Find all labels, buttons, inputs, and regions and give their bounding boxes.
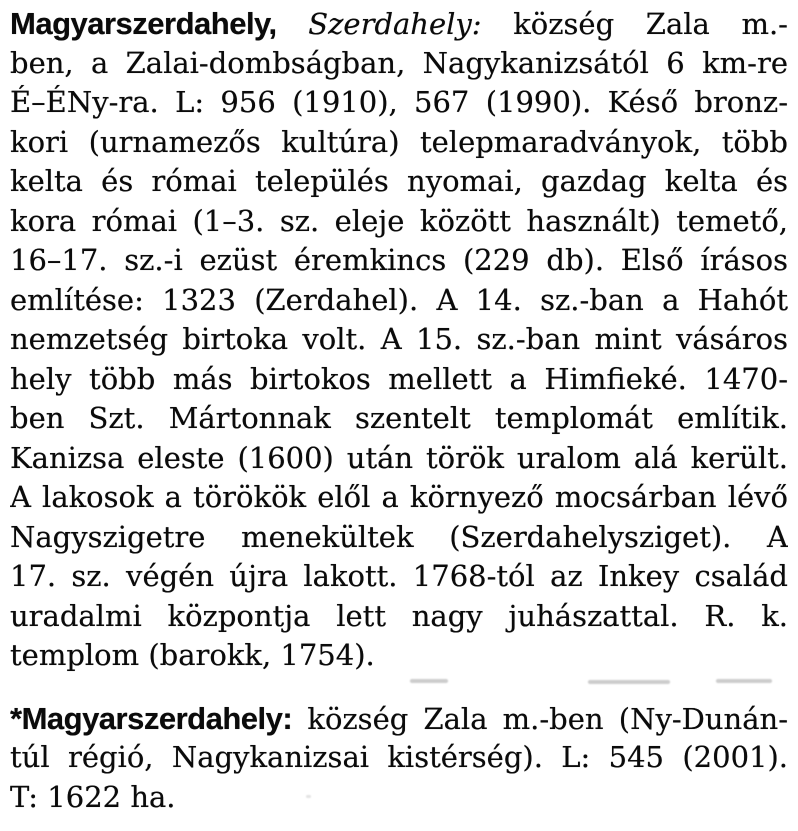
entry2-body-line: túl régió, Nagykanizsai kistérség). L: 545 (2001). (10, 740, 788, 774)
entry-magyarszerdahely (10, 4, 788, 676)
entry2-first-line (10, 699, 788, 739)
entry1-body-lines (10, 44, 788, 637)
entry1-body-line: hely több más birtokos mellett a Himfieké. 1470- (10, 361, 788, 396)
text-block (10, 4, 788, 817)
entry1-body-line: ben Szt. Mártonnak szentelt templomát említik. (10, 401, 788, 435)
scan-artifact-dash (716, 679, 772, 683)
entry1-body-line: említése: 1323 (Zerdahel). A 14. sz.-ban a Hahót (10, 282, 788, 317)
entry2-last-line: T: 1622 ha. (10, 779, 176, 814)
entry2-first-line-text: község Zala m.-ben (Ny-Dunán- (307, 701, 788, 736)
entry1-body-line: É–ÉNy-ra. L: 956 (1910), 567 (1990). Késő bronz- (10, 85, 788, 119)
entry1-body-line: nemzetség birtoka volt. A 15. sz.-ban mint vásáros (10, 322, 788, 356)
entry1-body-line: kori (urnamezős kultúra) telepmaradványok, több (10, 124, 788, 159)
entry1-first-line-text: község Zala m.- (513, 7, 788, 41)
entry1-first-line (10, 4, 788, 44)
scan-artifact-speck (306, 795, 311, 798)
entry2-body-lines (10, 738, 788, 778)
entry1-last-line: templom (barokk, 1754). (10, 638, 375, 672)
entry1-body-line: ben, a Zalai-dombságban, Nagykanizsától 6 km-re (10, 45, 788, 80)
entry1-body-line: 16–17. sz.-i ezüst éremkincs (229 db). Első írásos (10, 243, 788, 277)
scan-artifact-dash (588, 680, 670, 684)
entry1-body-line: uradalmi központja lett nagy juhászattal. R. k. (10, 598, 788, 633)
entry1-body-line: Kanizsa eleste (1600) után török uralom alá került. (10, 440, 788, 475)
entry1-body-line: 17. sz. végén újra lakott. 1768-tól az Inkey család (10, 559, 788, 593)
entry1-headword-variant: Szerdahely: (308, 7, 482, 41)
entry1-body-line: kelta és római település nyomai, gazdag kelta és (10, 164, 788, 198)
entry1-body-line: Nagyszigetre menekültek (Szerdahelysziget). A (10, 519, 788, 554)
entry2-headword: *Magyarszerdahely: (10, 700, 293, 736)
entry1-headword: Magyarszerdahely, (10, 6, 277, 41)
entry-magyarszerdahely-modern (10, 699, 788, 818)
entry1-body-line: kora római (1–3. sz. eleje között használt) temető, (10, 203, 788, 238)
entry1-body-line: A lakosok a törökök elől a környező mocsárban lévő (10, 480, 788, 514)
scan-artifact-dash (410, 679, 448, 683)
